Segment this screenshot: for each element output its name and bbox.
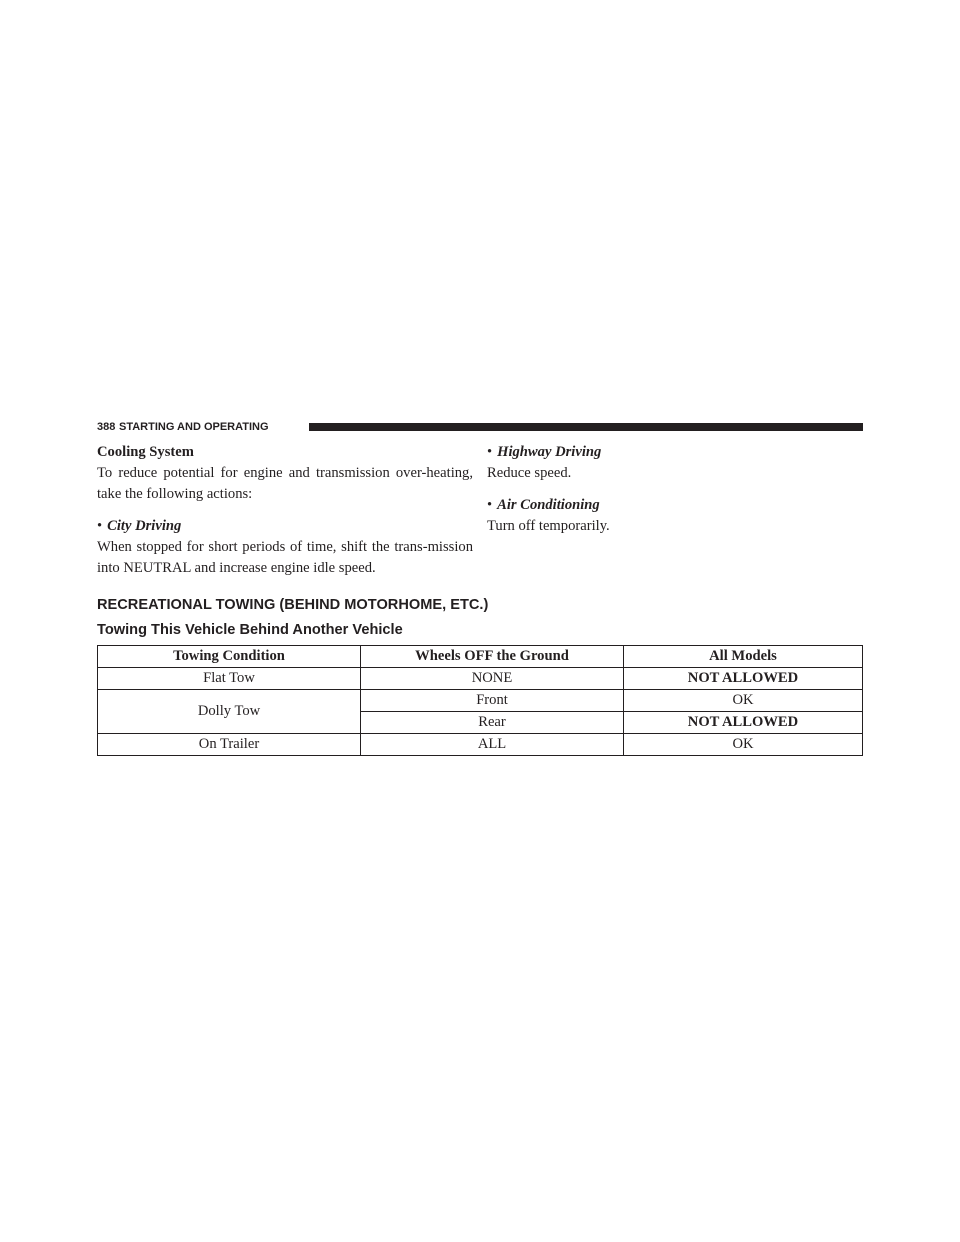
page-header <box>97 420 863 434</box>
bullet-icon: • <box>97 518 103 534</box>
bullet-icon: • <box>487 497 493 513</box>
page-number: 388 <box>97 421 116 433</box>
table-header-row <box>98 646 863 668</box>
air-conditioning-text: Turn off temporarily. <box>487 518 610 534</box>
cell-all-models: OK <box>624 690 863 712</box>
header-all-models: All Models <box>624 646 863 668</box>
header-rule <box>309 423 863 431</box>
cell-all-models: OK <box>624 734 863 756</box>
section-title: RECREATIONAL TOWING (BEHIND MOTORHOME, ETC.) <box>97 597 489 613</box>
bullet-highway-driving <box>487 442 863 463</box>
table-row <box>98 690 863 712</box>
left-column <box>97 442 473 579</box>
cell-wheels: NONE <box>361 668 624 690</box>
cell-condition: On Trailer <box>98 734 361 756</box>
city-driving-text: When stopped for short periods of time, shift the trans-mission into NEUTRAL and increase engine idle speed. <box>97 539 473 576</box>
bullet-icon: • <box>487 444 493 460</box>
section-name: STARTING AND OPERATING <box>119 421 269 433</box>
cooling-system-heading: Cooling System <box>97 444 194 460</box>
bullet-title: Air Conditioning <box>497 497 600 513</box>
cell-condition: Flat Tow <box>98 668 361 690</box>
cell-all-models: NOT ALLOWED <box>624 712 863 734</box>
bullet-title: City Driving <box>107 518 182 534</box>
cell-wheels: ALL <box>361 734 624 756</box>
header-wheels-off: Wheels OFF the Ground <box>361 646 624 668</box>
cell-wheels: Front <box>361 690 624 712</box>
right-column <box>487 442 863 537</box>
cell-wheels: Rear <box>361 712 624 734</box>
highway-driving-text: Reduce speed. <box>487 465 572 481</box>
table-title: Towing This Vehicle Behind Another Vehicle <box>97 622 403 638</box>
table-row <box>98 734 863 756</box>
table-row <box>98 668 863 690</box>
bullet-city-driving <box>97 516 473 537</box>
cooling-intro: To reduce potential for engine and transmission over-heating, take the following actions: <box>97 465 473 502</box>
towing-table <box>97 645 863 756</box>
bullet-title: Highway Driving <box>497 444 602 460</box>
bullet-air-conditioning <box>487 495 863 516</box>
cell-all-models: NOT ALLOWED <box>624 668 863 690</box>
cell-condition: Dolly Tow <box>98 690 361 734</box>
header-towing-condition: Towing Condition <box>98 646 361 668</box>
